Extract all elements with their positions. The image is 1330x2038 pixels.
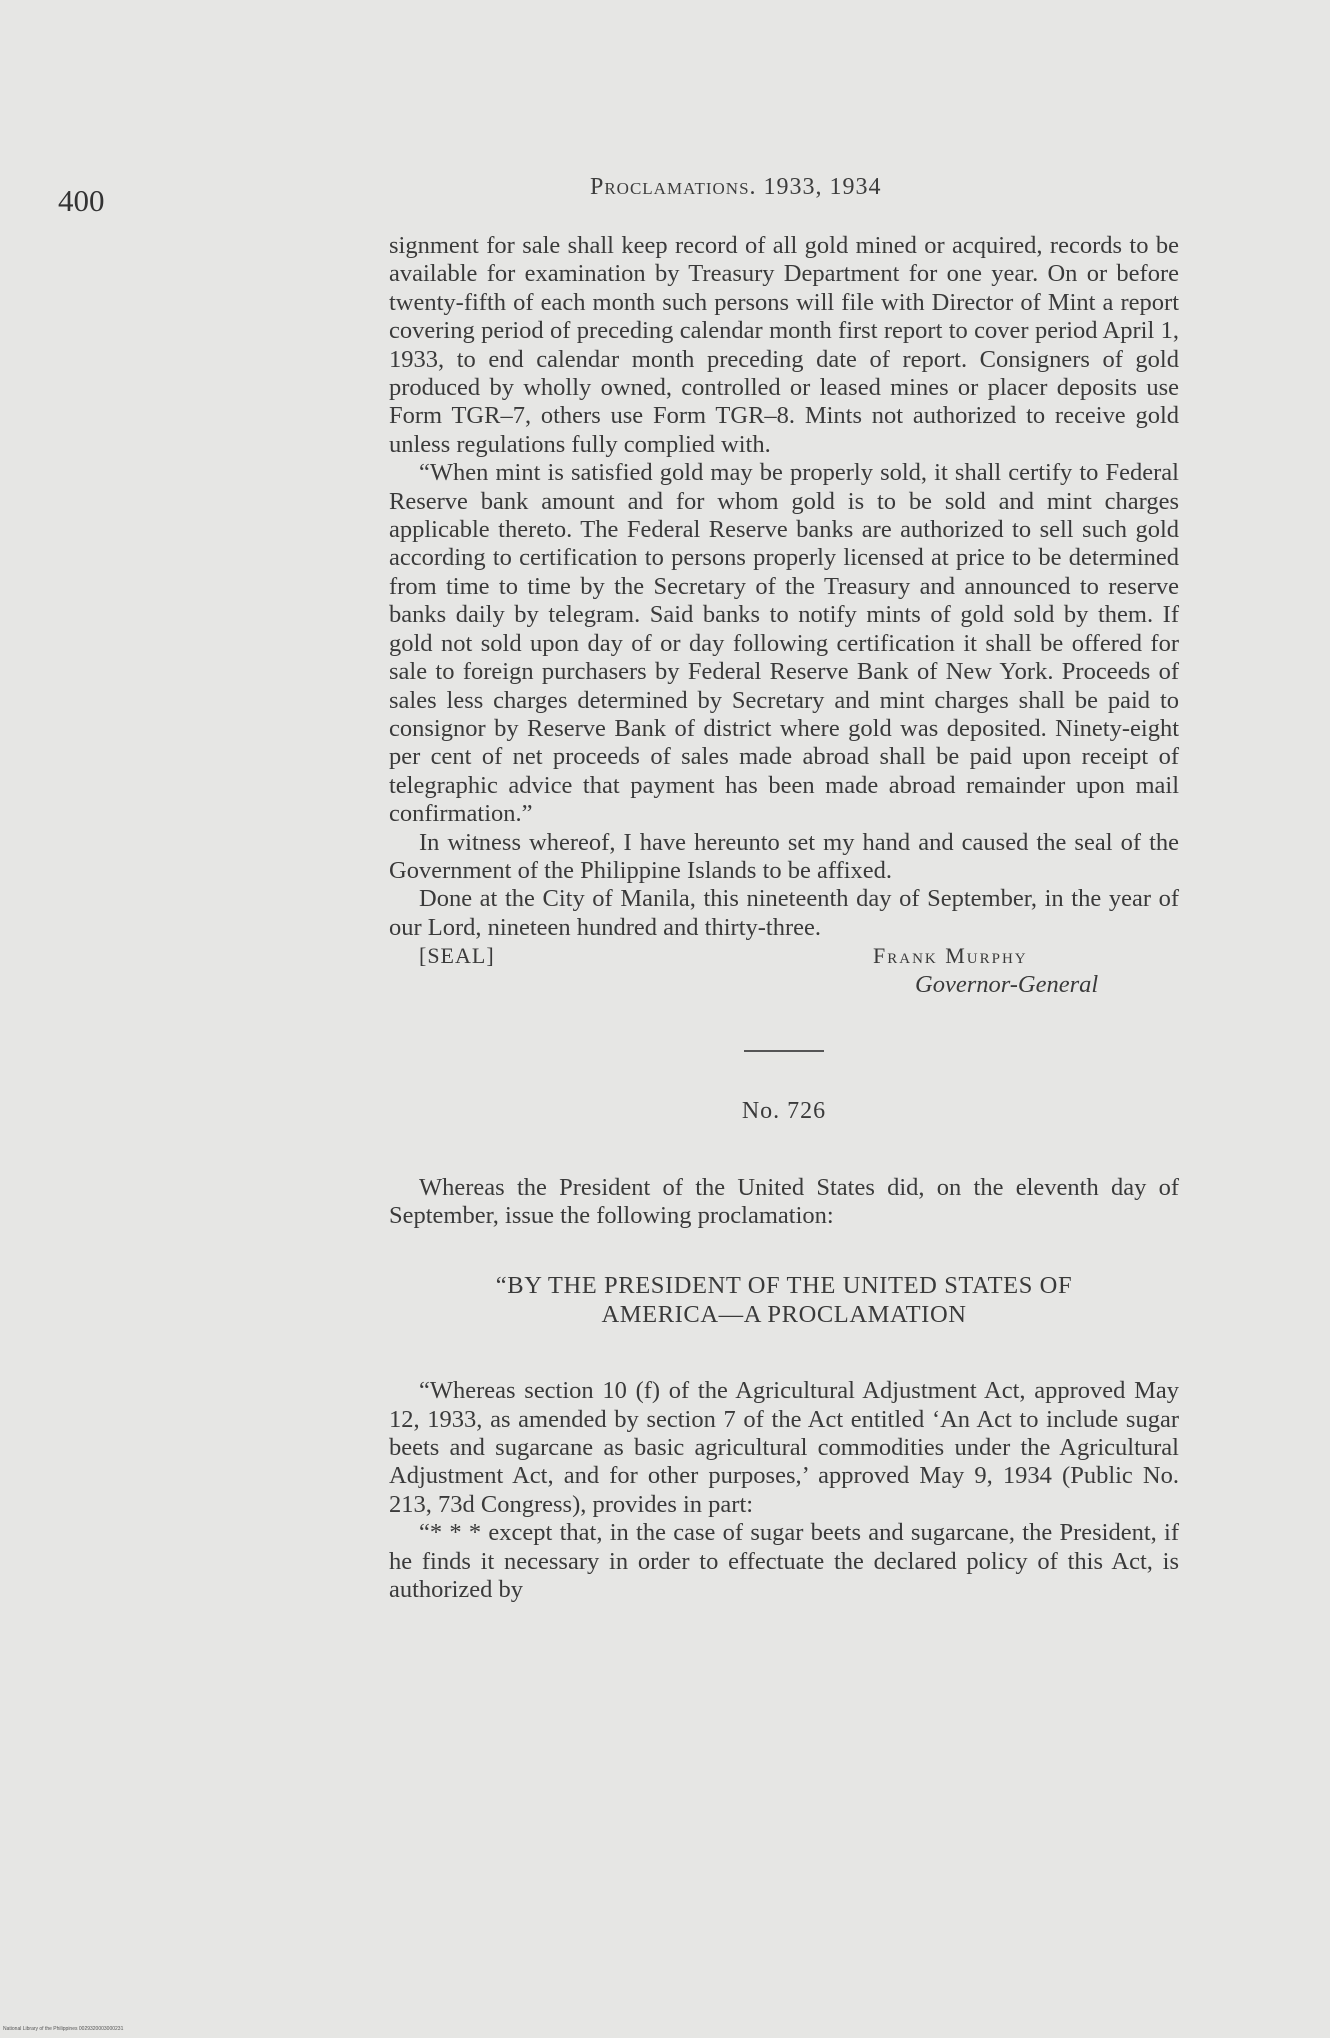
section-divider — [744, 1050, 824, 1052]
heading-line-2: AMERICA—A PROCLAMATION — [601, 1300, 967, 1328]
proclamation-number: No. 726 — [741, 1098, 827, 1125]
signatory-title: Governor-General — [915, 971, 1099, 999]
paragraph-continuation: signment for sale shall keep record of all gold mined or acquired, records to be available for examination by Treasury Department for one year. On or before twenty-fifth of each month such persons will file with Director of Mint a report covering period of preceding calendar month first report to cover period April 1, 1933, to end calendar month preceding date of report. Consigners of gold produced by wholly owned, controlled or leased mines or placer deposits use Form TGR–7, others use Form TGR–8. Mints not authorized to receive gold unless regulations fully complied with. — [389, 232, 1179, 458]
seal-mark: [SEAL] — [419, 943, 495, 969]
paragraph-quote: “* * * except that, in the case of sugar beets and sugarcane, the President, if he finds it necessary in order to effectuate the declared policy of this Act, is authorized by — [389, 1519, 1179, 1604]
scan-footer: National Library of the Philippines 0029320003000231 — [3, 2026, 124, 2032]
signature-block — [389, 942, 1179, 1000]
running-head: Proclamations. 1933, 1934 — [590, 174, 882, 200]
signatory-name: Frank Murphy — [873, 943, 1028, 969]
page-number: 400 — [58, 183, 105, 218]
proclamation-heading — [389, 1272, 1179, 1329]
heading-line-1: “BY THE PRESIDENT OF THE UNITED STATES OF — [495, 1272, 1073, 1300]
paragraph-done-at: Done at the City of Manila, this nineteenth day of September, in the year of our Lord, nineteen hundred and thirty-three. — [389, 885, 1179, 941]
body-text — [389, 232, 1179, 1604]
paragraph-whereas-intro: Whereas the President of the United States did, on the eleventh day of September, issue the following proclamation: — [389, 1173, 1179, 1229]
paragraph-whereas-section: “Whereas section 10 (f) of the Agricultural Adjustment Act, approved May 12, 1933, as amended by section 7 of the Act entitled ‘An Act to include sugar beets and sugarcane as basic agricultural commodities under the Agricultural Adjustment Act, and for other purposes,’ approved May 9, 1934 (Public No. 213, 73d Congress), provides in part: — [389, 1377, 1179, 1518]
paragraph-mint-certification: “When mint is satisfied gold may be properly sold, it shall certify to Federal Reserve bank amount and for whom gold is to be sold and mint charges applicable thereto. The Federal Reserve banks are authorized to sell such gold according to certification to persons properly licensed at price to be determined from time to time by the Secretary of the Treasury and announced to reserve banks daily by telegram. Said banks to notify mints of gold sold by them. If gold not sold upon day of or day following certification it shall be offered for sale to foreign purchasers by Federal Reserve Bank of New York. Proceeds of sales less charges determined by Secretary and mint charges shall be paid to consignor by Reserve Bank of district where gold was deposited. Ninety-eight per cent of net proceeds of sales made abroad shall be paid upon receipt of telegraphic advice that payment has been made abroad remainder upon mail confirmation.” — [389, 459, 1179, 828]
paragraph-witness: In witness whereof, I have hereunto set my hand and caused the seal of the Government of the Philippine Islands to be affixed. — [389, 828, 1179, 884]
